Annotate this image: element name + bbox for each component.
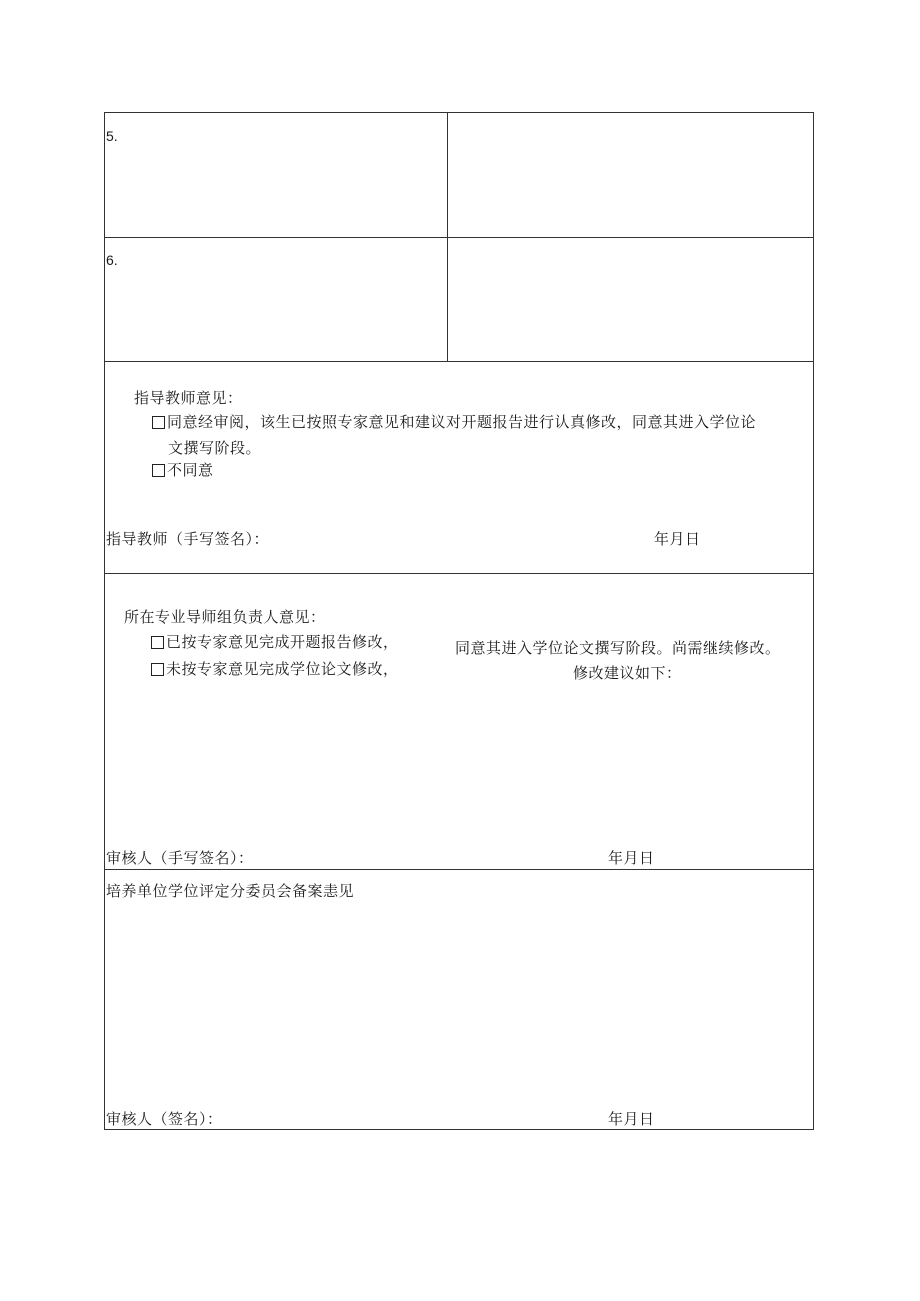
disagree-checkbox[interactable]	[152, 464, 165, 477]
row-divider-6	[105, 361, 813, 362]
group-leader-option-1[interactable]	[151, 633, 399, 651]
group-leader-option-1-suffix: 同意其进入学位论文撰写阶段。尚需继续修改。	[455, 639, 781, 657]
completed-checkbox[interactable]	[151, 636, 164, 649]
advisor-agree-text-1: 同意经审阅，该生已按照专家意见和建议对开题报告进行认真修改，同意其进入学位论	[167, 413, 757, 431]
advisor-signature-label: 指导教师（手写签名）：	[106, 530, 270, 548]
row-divider-5	[105, 237, 813, 238]
item-5-number: 5.	[106, 128, 118, 144]
committee-date: 年月日	[608, 1110, 655, 1128]
row-divider-group-leader	[105, 869, 813, 870]
advisor-agree-text-2: 文撰写阶段。	[168, 439, 262, 457]
group-leader-signature-label: 审核人（手写签名）：	[106, 849, 254, 867]
committee-opinion-heading: 培养单位学位评定分委员会备案恚见	[106, 882, 355, 900]
advisor-agree-option[interactable]	[152, 413, 756, 431]
group-leader-option-2-suffix: 修改建议如下：	[573, 664, 682, 682]
row-divider-advisor	[105, 573, 813, 574]
advisor-date: 年月日	[654, 530, 701, 548]
advisor-opinion-heading: 指导教师意见：	[134, 389, 243, 407]
advisor-disagree-text: 不同意	[167, 461, 214, 479]
agree-checkbox[interactable]	[152, 416, 165, 429]
not-completed-checkbox[interactable]	[151, 663, 164, 676]
group-leader-option-2-text: 未按专家意见完成学位论文修改，	[166, 660, 399, 678]
review-form-table	[104, 112, 814, 1130]
group-leader-date: 年月日	[608, 849, 655, 867]
group-leader-option-2[interactable]	[151, 660, 399, 678]
committee-signature-label: 审核人（签名）：	[106, 1110, 223, 1128]
item-6-number: 6.	[106, 252, 118, 268]
group-leader-option-1-text: 已按专家意见完成开题报告修改，	[166, 633, 399, 651]
group-leader-opinion-heading: 所在专业导师组负责人意见：	[124, 608, 326, 626]
advisor-disagree-option[interactable]	[152, 461, 214, 479]
